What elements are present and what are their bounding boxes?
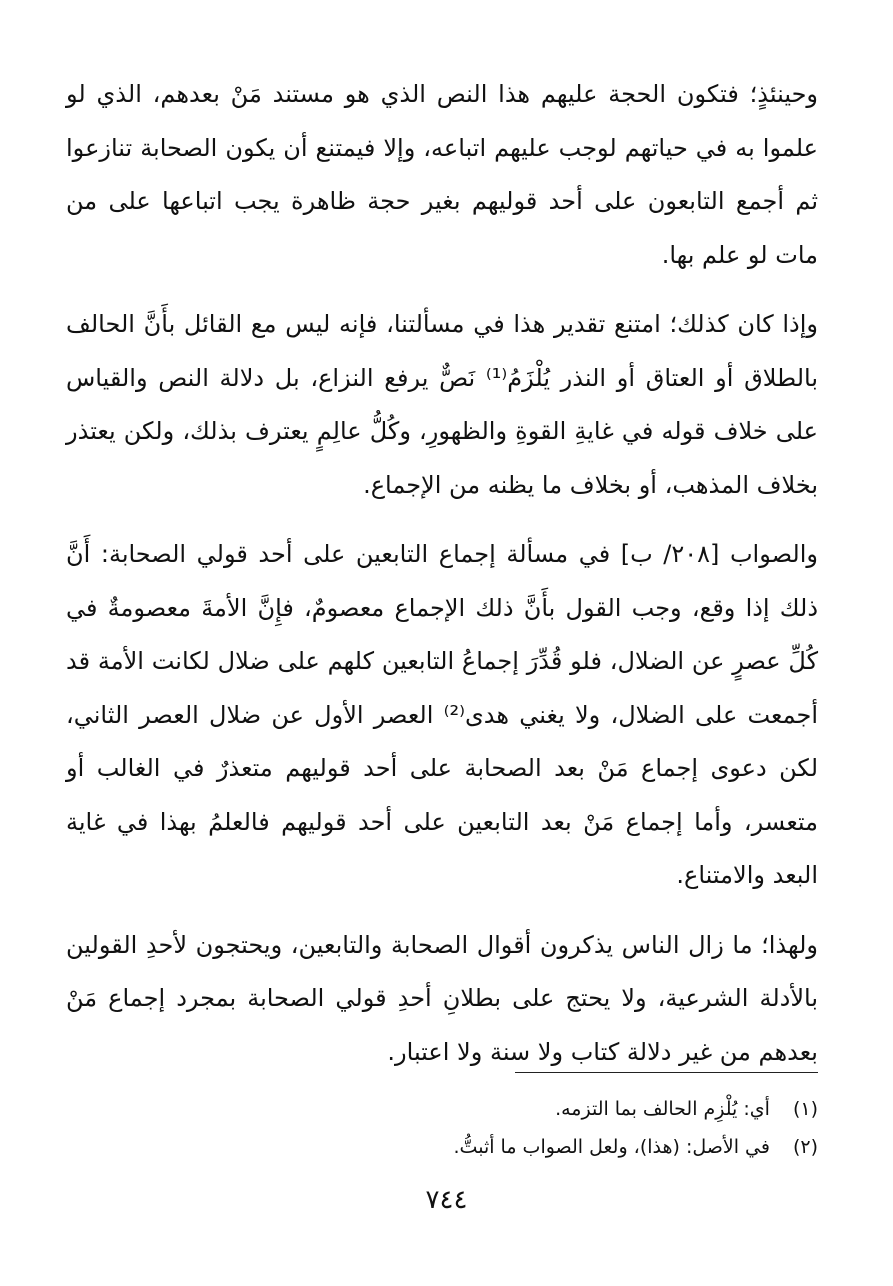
footnote-text: أي: يُلْزِم الحالف بما التزمه. (555, 1098, 770, 1120)
paragraph-1: وحينئذٍ؛ فتكون الحجة عليهم هذا النص الذي هو مستند مَنْ بعدهم، الذي لو علموا به في حياتهم لوجب عليهم اتباعه، وإلا فيمتنع أن يكون الصحابة تنازعوا ثم أجمع التابعون على أحد قوليهم بغير حجة ظاهرة يجب اتباعها على من مات لو علم بها. (66, 80, 818, 269)
footnote-text: في الأصل: (هذا)، ولعل الصواب ما أثبتُّ. (453, 1136, 770, 1158)
paragraph-2: وإذا كان كذلك؛ امتنع تقدير هذا في مسألتنا، فإنه ليس مع القائل بأَنَّ الحالف بالطلاق أو العتاق أو النذر يُلْزَمُ⁽¹⁾ نَصٌّ يرفع النزاع، بل دلالة النص والقياس على خلاف قوله في غايةِ القوةِ والظهورِ، وكُلُّ عالِمٍ يعترف بذلك، ولكن يعتذر بخلاف المذهب، أو بخلاف ما يظنه من الإجماع. (66, 310, 819, 499)
main-text (66, 68, 818, 1079)
footnote-1 (66, 1090, 818, 1128)
footnote-2 (66, 1128, 818, 1166)
footnotes (66, 1090, 818, 1166)
footnote-number: (١) (792, 1098, 818, 1120)
paragraph-4: ولهذا؛ ما زال الناس يذكرون أقوال الصحابة والتابعين، ويحتجون لأحدِ القولين بالأدلة الشرعية، ولا يحتج على بطلانِ أحدِ قولي الصحابة بمجرد إجماع مَنْ بعدهم من غير دلالة كتاب ولا سنة ولا اعتبار. (66, 930, 818, 1066)
paragraph-3: والصواب [٢٠٨/ ب] في مسألة إجماع التابعين على أحد قولي الصحابة: أَنَّ ذلك إذا وقع، وجب القول بأَنَّ ذلك الإجماع معصومٌ، فإِنَّ الأمةَ معصومةٌ في كُلِّ عصرٍ عن الضلال، فلو قُدِّرَ إجماعُ التابعين كلهم على ضلال لكانت الأمة قد أجمعت على الضلال، ولا يغني هدى⁽²⁾ العصر الأول عن ضلال العصر الثاني، لكن دعوى إجماع مَنْ بعد الصحابة على أحد قوليهم متعذرٌ في الغالب أو متعسر، وأما إجماع مَنْ بعد التابعين على أحد قوليهم فالعلمُ بهذا في غاية البعد والامتناع. (66, 540, 819, 889)
footnote-number: (٢) (792, 1136, 818, 1158)
footnote-divider (515, 1072, 818, 1073)
page-number: ٧٤٤ (425, 1185, 468, 1215)
